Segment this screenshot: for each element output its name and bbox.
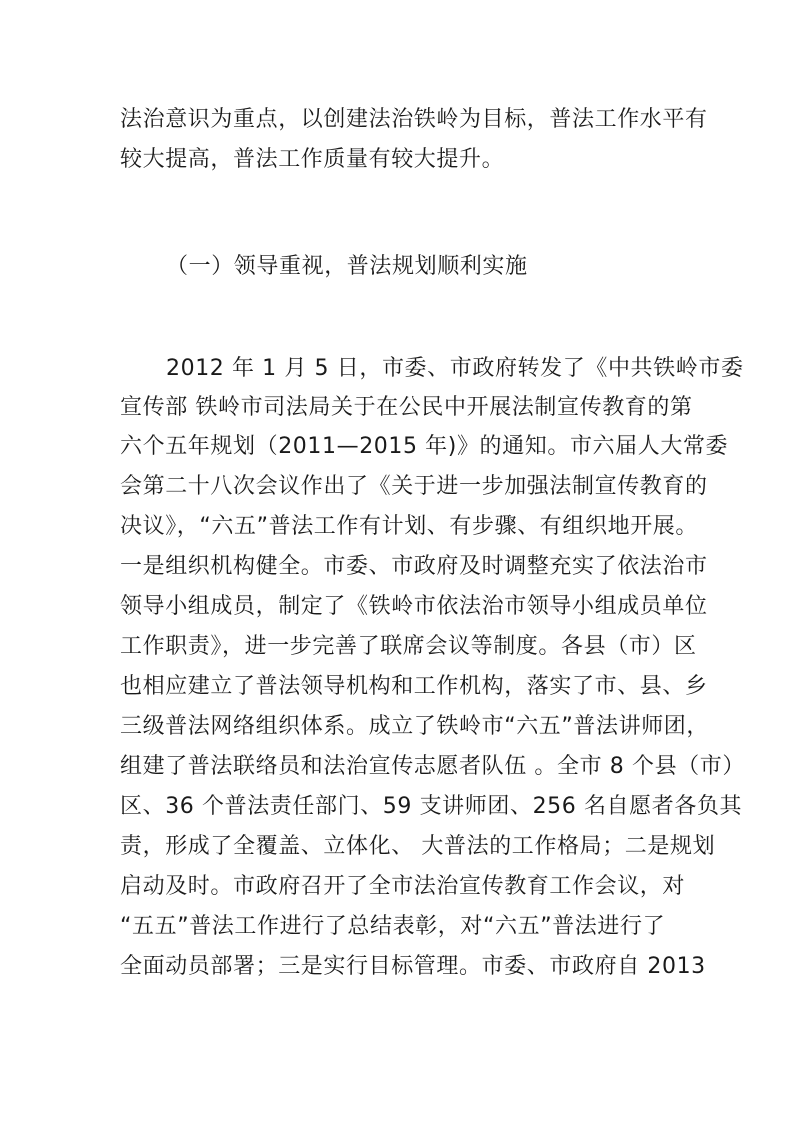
- body-line-9: 也相应建立了普法领导机构和工作机构，落实了市、县、乡: [120, 674, 708, 699]
- body-line-8: 工作职责》，进一步完善了联席会议等制度。各县（市）区: [120, 634, 697, 659]
- body-line-5: 决议》，“六五”普法工作有计划、有步骤、有组织地开展。: [120, 514, 698, 539]
- body-line-4: 会第二十八次会议作出了《关于进一步加强法制宣传教育的: [120, 474, 708, 499]
- body-line-11: 组建了普法联络员和法治宣传志愿者队伍 。全市 8 个县（市）: [120, 754, 745, 779]
- body-line-16: 全面动员部署；三是实行目标管理。市委、市政府自 2013: [120, 954, 706, 979]
- body-line-6: 一是组织机构健全。市委、市政府及时调整充实了依法治市: [120, 554, 708, 579]
- intro-line-1: 法治意识为重点，以创建法治铁岭为目标，普法工作水平有: [120, 107, 708, 132]
- body-line-1: 2012 年 1 月 5 日，市委、市政府转发了《中共铁岭市委: [166, 356, 744, 381]
- body-line-7: 领导小组成员，制定了《铁岭市依法治市领导小组成员单位: [120, 594, 708, 619]
- body-line-14: 启动及时。市政府召开了全市法治宣传教育工作会议，对: [120, 874, 686, 899]
- body-line-12: 区、36 个普法责任部门、59 支讲师团、256 名自愿者各负其: [120, 794, 743, 819]
- body-line-10: 三级普法网络组织体系。成立了铁岭市“六五”普法讲师团，: [120, 714, 709, 739]
- body-line-3: 六个五年规划（2011—2015 年)》的通知。市六届人大常委: [120, 434, 729, 459]
- section-heading: （一）领导重视，普法规划顺利实施: [166, 254, 528, 279]
- body-line-2: 宣传部 铁岭市司法局关于在公民中开展法制宣传教育的第: [120, 395, 693, 420]
- body-line-15: “五五”普法工作进行了总结表彰，对“六五”普法进行了: [120, 914, 666, 939]
- body-line-13: 责，形成了全覆盖、立体化、 大普法的工作格局；二是规划: [120, 834, 716, 859]
- intro-line-2: 较大提高，普法工作质量有较大提升。: [120, 147, 505, 172]
